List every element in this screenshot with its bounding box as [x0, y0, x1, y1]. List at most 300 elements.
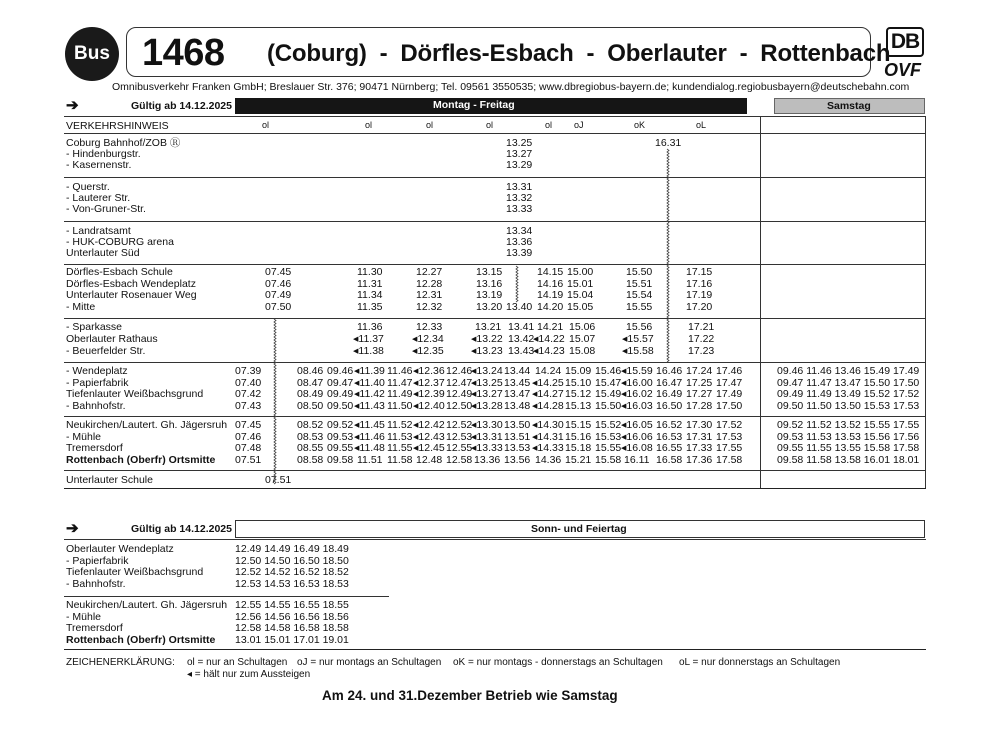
departure-time: 13.48: [504, 399, 531, 412]
departure-time: 07.50: [265, 300, 292, 313]
exit-only-icon: ◀: [413, 433, 419, 441]
departure-time: 17.20: [686, 300, 713, 313]
departure-time: 17.55: [716, 442, 743, 454]
departure-time: 17.25: [686, 376, 713, 389]
exit-only-icon: ◀: [532, 379, 538, 387]
departure-time: ◀13.28: [471, 399, 503, 412]
departure-time: 13.50: [504, 419, 531, 431]
departure-time: ◀16.06: [621, 430, 653, 443]
departure-time: 08.55: [297, 442, 324, 454]
stop-name: Tremersdorf: [66, 622, 123, 634]
departure-time: 17.46: [716, 365, 743, 377]
departure-time: 07.46: [235, 430, 262, 443]
departure-time: ◀14.22: [533, 333, 565, 345]
departure-time: ◀16.08: [621, 442, 653, 454]
exit-only-icon: ◀: [533, 348, 539, 355]
saturday-times: 09.46 11.46 13.46 15.49 17.49: [777, 365, 920, 377]
departure-time: 17.58: [716, 453, 743, 466]
departure-time: 15.21: [565, 453, 592, 466]
exit-only-icon: ◀: [471, 402, 477, 410]
exit-only-icon: ◀: [471, 422, 477, 429]
departure-time: 07.39: [235, 365, 262, 377]
stop-name: - Kasernenstr.: [66, 159, 132, 171]
departure-time: ◀12.45: [413, 442, 445, 454]
stop-name: - Wendeplatz: [66, 365, 128, 377]
departure-time: 17.21: [688, 321, 715, 333]
departure-time: ◀13.30: [471, 419, 503, 431]
exit-only-icon: ◀: [413, 368, 419, 375]
departure-time: 14.16: [537, 277, 564, 290]
departure-time: 13.36: [506, 236, 533, 248]
departure-time: 12.58: [446, 453, 473, 466]
sunday-times: 12.55 14.55 16.55 18.55: [235, 599, 349, 611]
saturday-times: 09.52 11.52 13.52 15.55 17.55: [777, 419, 920, 431]
stop-name: Unterlauter Rosenauer Weg: [66, 289, 197, 301]
departure-time: 15.47: [595, 376, 622, 389]
departure-time: 13.41: [508, 321, 535, 333]
stop-name: - Lauterer Str.: [66, 192, 131, 204]
departure-time: 07.42: [235, 388, 262, 400]
departure-time: ◀13.33: [471, 442, 503, 454]
departure-time: ◀15.58: [622, 345, 654, 357]
stop-name: Dörfles-Esbach Wendeplatz: [66, 277, 196, 290]
departure-time: 13.45: [504, 376, 531, 389]
legend-item: oJ = nur montags an Schultagen: [297, 657, 442, 668]
departure-time: ◀11.42: [354, 388, 385, 400]
departure-time: 14.19: [537, 289, 564, 301]
stop-name: Oberlauter Wendeplatz: [66, 543, 174, 555]
departure-time: 08.53: [297, 430, 324, 443]
departure-time: ◀13.27: [471, 388, 503, 400]
departure-time: 12.28: [416, 277, 443, 290]
legend-item: oL = nur donnerstags an Schultagen: [679, 657, 841, 668]
exit-only-icon: ◀: [532, 433, 538, 441]
departure-time: ◀13.22: [471, 333, 503, 345]
departure-time: 15.58: [595, 453, 622, 466]
departure-time: 14.21: [537, 321, 564, 333]
note-mark: ol: [545, 120, 553, 130]
departure-time: ◀16.03: [621, 399, 653, 412]
note-mark: ol: [426, 120, 434, 130]
departure-time: ◀11.40: [354, 376, 385, 389]
exit-only-icon: ◀: [532, 402, 538, 410]
departure-time: 17.31: [686, 430, 713, 443]
departure-time: 17.27: [686, 388, 713, 400]
departure-time: 13.16: [476, 277, 503, 290]
stop-name: Tiefenlauter Weißbachsgrund: [66, 388, 204, 400]
exit-only-icon: ◀: [354, 368, 360, 375]
sunday-times: 12.56 14.56 16.56 18.56: [235, 610, 349, 623]
departure-time: 09.46: [327, 365, 354, 377]
exit-only-icon: ◀: [532, 422, 538, 429]
exit-only-icon: ◀: [471, 368, 477, 375]
departure-time: 11.51: [357, 453, 383, 466]
departure-time: ◀15.57: [622, 333, 654, 345]
stop-name: - Sparkasse: [66, 321, 123, 333]
departure-time: ◀14.30: [532, 419, 564, 431]
departure-time: 15.50: [595, 399, 622, 412]
departure-time: 11.31: [357, 277, 383, 290]
exit-only-icon: ◀: [354, 433, 360, 441]
departure-time: 14.20: [537, 300, 564, 313]
departure-time: 16.53: [656, 430, 683, 443]
stop-name: - Mühle: [66, 610, 102, 623]
departure-time: ◀12.36: [413, 365, 445, 377]
stop-name: Neukirchen/Lautert. Gh. Jägersruh: [66, 419, 228, 431]
stop-name: Neukirchen/Lautert. Gh. Jägersruh: [66, 599, 228, 611]
departure-time: 17.23: [688, 345, 715, 357]
departure-time: 17.49: [716, 388, 743, 400]
departure-time: 15.09: [565, 365, 592, 377]
departure-time: 08.58: [297, 453, 324, 466]
departure-time: 15.13: [565, 399, 592, 412]
departure-time: 12.33: [416, 321, 443, 333]
legend-exit-only: ◂ = hält nur zum Aussteigen: [187, 669, 311, 680]
departure-time: 15.00: [567, 266, 594, 278]
legend-item: ol = nur an Schultagen: [187, 657, 288, 668]
departure-time: 16.50: [656, 399, 683, 412]
sunday-times: 12.58 14.58 16.58 18.58: [235, 622, 349, 634]
stop-name: - HUK-COBURG arena: [66, 236, 174, 248]
exit-only-icon: ◀: [354, 379, 360, 387]
notes-label: VERKEHRSHINWEIS: [66, 120, 169, 132]
saturday-label: Samstag: [827, 100, 871, 112]
departure-time: 15.01: [567, 277, 594, 290]
stop-name: Rottenbach (Oberfr) Ortsmitte: [66, 633, 216, 646]
departure-time: 09.52: [327, 419, 354, 431]
departure-time: ◀13.31: [471, 430, 503, 443]
departure-time: 17.19: [686, 289, 713, 301]
sunday-times: 12.52 14.52 16.52 18.52: [235, 566, 349, 578]
departure-time: 17.28: [686, 399, 713, 412]
saturday-times: 09.49 11.49 13.49 15.52 17.52: [777, 388, 920, 400]
zigzag-line: [516, 266, 518, 302]
departure-time: 15.49: [595, 388, 622, 400]
departure-time: 12.48: [416, 453, 443, 466]
departure-time: 12.46: [446, 365, 473, 377]
departure-time: 11.47: [387, 376, 413, 389]
departure-time: 16.46: [656, 365, 683, 377]
departure-time: 13.21: [475, 321, 502, 333]
departure-time: 15.04: [567, 289, 594, 301]
departure-time: 15.55: [626, 300, 653, 313]
departure-time: ◀12.34: [412, 333, 444, 345]
departure-time: 08.50: [297, 399, 324, 412]
exit-only-icon: ◀: [354, 422, 360, 429]
departure-time: ◀12.40: [413, 399, 445, 412]
departure-time: ◀14.25: [532, 376, 564, 389]
stop-name: - Bahnhofstr.: [66, 577, 126, 590]
departure-time: 07.46: [265, 277, 292, 290]
stop-name: Unterlauter Süd: [66, 247, 140, 259]
departure-time: 08.49: [297, 388, 324, 400]
note-mark: ol: [486, 120, 494, 130]
stop-name: - Mitte: [66, 300, 96, 313]
zigzag-line: [274, 319, 276, 484]
departure-time: 15.50: [626, 266, 653, 278]
departure-time: ◀11.46: [354, 430, 385, 443]
stop-name: Oberlauter Rathaus: [66, 333, 158, 345]
departure-time: 15.55: [595, 442, 622, 454]
departure-time: 16.31: [655, 137, 682, 149]
departure-time: 17.30: [686, 419, 713, 431]
departure-time: 11.53: [387, 430, 413, 443]
departure-time: 11.34: [357, 289, 383, 301]
exit-only-icon: ◀: [622, 336, 628, 343]
exit-only-icon: ◀: [413, 402, 419, 410]
departure-time: 12.52: [446, 419, 473, 431]
exit-only-icon: ◀: [622, 348, 628, 355]
sunday-valid-from-label: Gültig ab 14.12.2025: [131, 523, 232, 535]
departure-time: 15.16: [565, 430, 592, 443]
departure-time: 11.55: [387, 442, 413, 454]
departure-time: ◀14.33: [532, 442, 564, 454]
note-mark: ol: [262, 120, 270, 130]
note-mark: oL: [696, 120, 707, 130]
departure-time: 14.15: [537, 266, 564, 278]
operator-info: Omnibusverkehr Franken GmbH; Breslauer Str. 376; 90471 Nürnberg; Tel. 09561 3550535; www.dbregiobus-bayern.de; kundendialog.regiobusbayern@deutschebahn.com: [112, 81, 910, 93]
departure-time: 15.53: [595, 430, 622, 443]
departure-time: 12.32: [416, 300, 443, 313]
departure-time: 13.27: [506, 148, 533, 160]
departure-time: 07.48: [235, 442, 262, 454]
stop-name: Coburg Bahnhof/ZOB Ⓡ: [66, 137, 181, 149]
exit-only-icon: ◀: [621, 422, 627, 429]
departure-time: 11.36: [357, 321, 383, 333]
departure-time: ◀12.35: [412, 345, 444, 357]
departure-time: 07.45: [265, 266, 292, 278]
departure-time: 17.15: [686, 266, 713, 278]
departure-time: 13.25: [506, 137, 533, 149]
exit-only-icon: ◀: [413, 445, 419, 452]
exit-only-icon: ◀: [353, 336, 359, 343]
departure-time: 07.40: [235, 376, 262, 389]
stop-name: - Landratsamt: [66, 225, 131, 237]
departure-time: 16.11: [624, 453, 650, 466]
legend-item: oK = nur montags - donnerstags an Schultagen: [453, 657, 663, 668]
departure-time: ◀11.43: [354, 399, 385, 412]
departure-time: 13.56: [504, 453, 531, 466]
exit-only-icon: ◀: [471, 336, 477, 343]
departure-time: ◀16.02: [621, 388, 653, 400]
saturday-times: 09.55 11.55 13.55 15.58 17.58: [777, 442, 920, 454]
note-mark: oJ: [574, 120, 584, 130]
departure-time: 16.49: [656, 388, 683, 400]
departure-time: 13.20: [476, 300, 503, 313]
departure-time: 12.55: [446, 442, 473, 454]
exit-only-icon: ◀: [621, 368, 627, 375]
exit-only-icon: ◀: [412, 336, 418, 343]
saturday-times: 09.58 11.58 13.58 16.01 18.01: [777, 453, 920, 466]
departure-time: 13.43: [508, 345, 535, 357]
departure-time: ◀13.24: [471, 365, 503, 377]
departure-time: 07.43: [235, 399, 262, 412]
zigzag-line: [667, 149, 669, 362]
weekday-label: Montag - Freitag: [433, 99, 515, 111]
departure-time: 09.50: [327, 399, 354, 412]
departure-time: 12.47: [446, 376, 473, 389]
sunday-times: 13.01 15.01 17.01 19.01: [235, 633, 349, 646]
stop-name: Tremersdorf: [66, 442, 123, 454]
exit-only-icon: ◀: [354, 402, 360, 410]
departure-time: 15.56: [626, 321, 653, 333]
departure-time: 11.52: [387, 419, 413, 431]
departure-time: ◀14.28: [532, 399, 564, 412]
exit-only-icon: ◀: [413, 379, 419, 387]
departure-time: 13.47: [504, 388, 531, 400]
departure-time: ◀12.37: [413, 376, 445, 389]
departure-time: 08.46: [297, 365, 324, 377]
sunday-times: 12.53 14.53 16.53 18.53: [235, 577, 349, 590]
exit-only-icon: ◀: [621, 402, 627, 410]
departure-time: 17.33: [686, 442, 713, 454]
departure-time: 13.32: [506, 192, 533, 204]
departure-time: ◀16.00: [621, 376, 653, 389]
departure-time: 13.36: [474, 453, 501, 466]
stop-name: Rottenbach (Oberfr) Ortsmitte: [66, 453, 216, 466]
departure-time: 17.52: [716, 419, 743, 431]
departure-time: 15.52: [595, 419, 622, 431]
departure-time: 15.05: [567, 300, 594, 313]
exit-only-icon: ◀: [471, 433, 477, 441]
sunday-times: 12.49 14.49 16.49 18.49: [235, 543, 349, 555]
legend-label: ZEICHENERKLÄRUNG:: [66, 657, 175, 668]
departure-time: ◀14.23: [533, 345, 565, 357]
stop-name: Tiefenlauter Weißbachsgrund: [66, 566, 204, 578]
stop-name: - Papierfabrik: [66, 376, 129, 389]
exit-only-icon: ◀: [353, 348, 359, 355]
departure-time: ◀11.45: [354, 419, 385, 431]
departure-time: 13.19: [476, 289, 503, 301]
departure-time: 17.22: [688, 333, 715, 345]
departure-time: 09.47: [327, 376, 354, 389]
departure-time: 17.36: [686, 453, 713, 466]
departure-time: 15.10: [565, 376, 592, 389]
exit-only-icon: ◀: [471, 348, 477, 355]
departure-time: 13.33: [506, 203, 533, 215]
departure-time: 09.53: [327, 430, 354, 443]
exit-only-icon: ◀: [621, 391, 627, 398]
departure-time: 15.07: [569, 333, 596, 345]
stop-name: - Bahnhofstr.: [66, 399, 126, 412]
departure-time: 15.51: [626, 277, 653, 290]
saturday-times: 09.47 11.47 13.47 15.50 17.50: [777, 376, 920, 389]
departure-time: 13.34: [506, 225, 533, 237]
departure-time: ◀11.39: [354, 365, 385, 377]
departure-time: 15.46: [595, 365, 622, 377]
departure-time: ◀11.48: [354, 442, 385, 454]
line-number: 1468: [142, 32, 225, 74]
departure-time: 12.27: [416, 266, 443, 278]
stop-name: Unterlauter Schule: [66, 474, 153, 486]
departure-time: 15.12: [565, 388, 592, 400]
note-mark: oK: [634, 120, 646, 130]
exit-only-icon: ◀: [412, 348, 418, 355]
departure-time: 15.54: [626, 289, 653, 301]
exit-only-icon: ◀: [413, 422, 419, 429]
stop-name: Dörfles-Esbach Schule: [66, 266, 173, 278]
departure-time: 13.29: [506, 159, 533, 171]
exit-only-icon: ◀: [471, 391, 477, 398]
departure-time: 08.52: [297, 419, 324, 431]
departure-time: 07.49: [265, 289, 292, 301]
departure-time: 13.40: [506, 300, 533, 313]
departure-time: ◀12.43: [413, 430, 445, 443]
departure-time: ◀12.39: [413, 388, 445, 400]
departure-time: 13.51: [504, 430, 531, 443]
departure-time: 17.24: [686, 365, 713, 377]
sunday-band: [235, 520, 925, 538]
departure-time: 07.51: [265, 474, 292, 486]
stop-name: - Hindenburgstr.: [66, 148, 141, 160]
departure-time: ◀12.42: [413, 419, 445, 431]
departure-time: 16.58: [656, 453, 683, 466]
exit-only-icon: ◀: [533, 336, 539, 343]
exit-only-icon: ◀: [621, 433, 627, 441]
bus-badge-label: Bus: [74, 43, 110, 64]
departure-time: 09.55: [327, 442, 354, 454]
departure-time: ◀11.38: [353, 345, 384, 357]
exit-only-icon: ◀: [532, 391, 538, 398]
departure-time: ◀16.05: [621, 419, 653, 431]
departure-time: 14.24: [535, 365, 562, 377]
departure-time: 14.36: [535, 453, 562, 466]
stop-name: - Von-Gruner-Str.: [66, 203, 146, 215]
sunday-label: Sonn- und Feiertag: [531, 523, 627, 535]
departure-time: 11.46: [387, 365, 413, 377]
departure-time: 15.18: [565, 442, 592, 454]
departure-time: 09.49: [327, 388, 354, 400]
exit-only-icon: ◀: [621, 445, 627, 452]
departure-time: 11.30: [357, 266, 383, 278]
right-arrow-icon: ➔: [66, 520, 79, 537]
departure-time: 09.58: [327, 453, 354, 466]
departure-time: 11.35: [357, 300, 383, 313]
departure-time: 11.49: [387, 388, 413, 400]
departure-time: 11.58: [387, 453, 413, 466]
exit-only-icon: ◀: [471, 445, 477, 452]
departure-time: 12.53: [446, 430, 473, 443]
departure-time: 13.31: [506, 181, 533, 193]
route-title: (Coburg) - Dörfles-Esbach - Oberlauter - Rottenbach: [267, 40, 891, 67]
departure-time: 07.51: [235, 453, 262, 466]
departure-time: 17.53: [716, 430, 743, 443]
departure-time: 17.16: [686, 277, 713, 290]
departure-time: 15.06: [569, 321, 596, 333]
departure-time: 12.50: [446, 399, 473, 412]
stop-name: - Querstr.: [66, 181, 110, 193]
departure-time: 07.45: [235, 419, 262, 431]
note-mark: ol: [365, 120, 373, 130]
saturday-times: 09.53 11.53 13.53 15.56 17.56: [777, 430, 920, 443]
exit-only-icon: ◀: [471, 379, 477, 387]
ovf-logo: OVF: [884, 60, 922, 80]
stop-name: - Papierfabrik: [66, 554, 129, 567]
saturday-times: 09.50 11.50 13.50 15.53 17.53: [777, 399, 920, 412]
departure-time: 13.15: [476, 266, 503, 278]
departure-time: ◀13.25: [471, 376, 503, 389]
departure-time: 17.50: [716, 399, 743, 412]
right-arrow-icon: ➔: [66, 97, 79, 114]
departure-time: 16.47: [656, 376, 683, 389]
stop-name: - Mühle: [66, 430, 102, 443]
valid-from-label: Gültig ab 14.12.2025: [131, 100, 232, 112]
departure-time: 12.49: [446, 388, 473, 400]
departure-time: 16.55: [656, 442, 683, 454]
departure-time: 08.47: [297, 376, 324, 389]
departure-time: 12.31: [416, 289, 443, 301]
footer-note: Am 24. und 31.Dezember Betrieb wie Samstag: [322, 688, 618, 703]
